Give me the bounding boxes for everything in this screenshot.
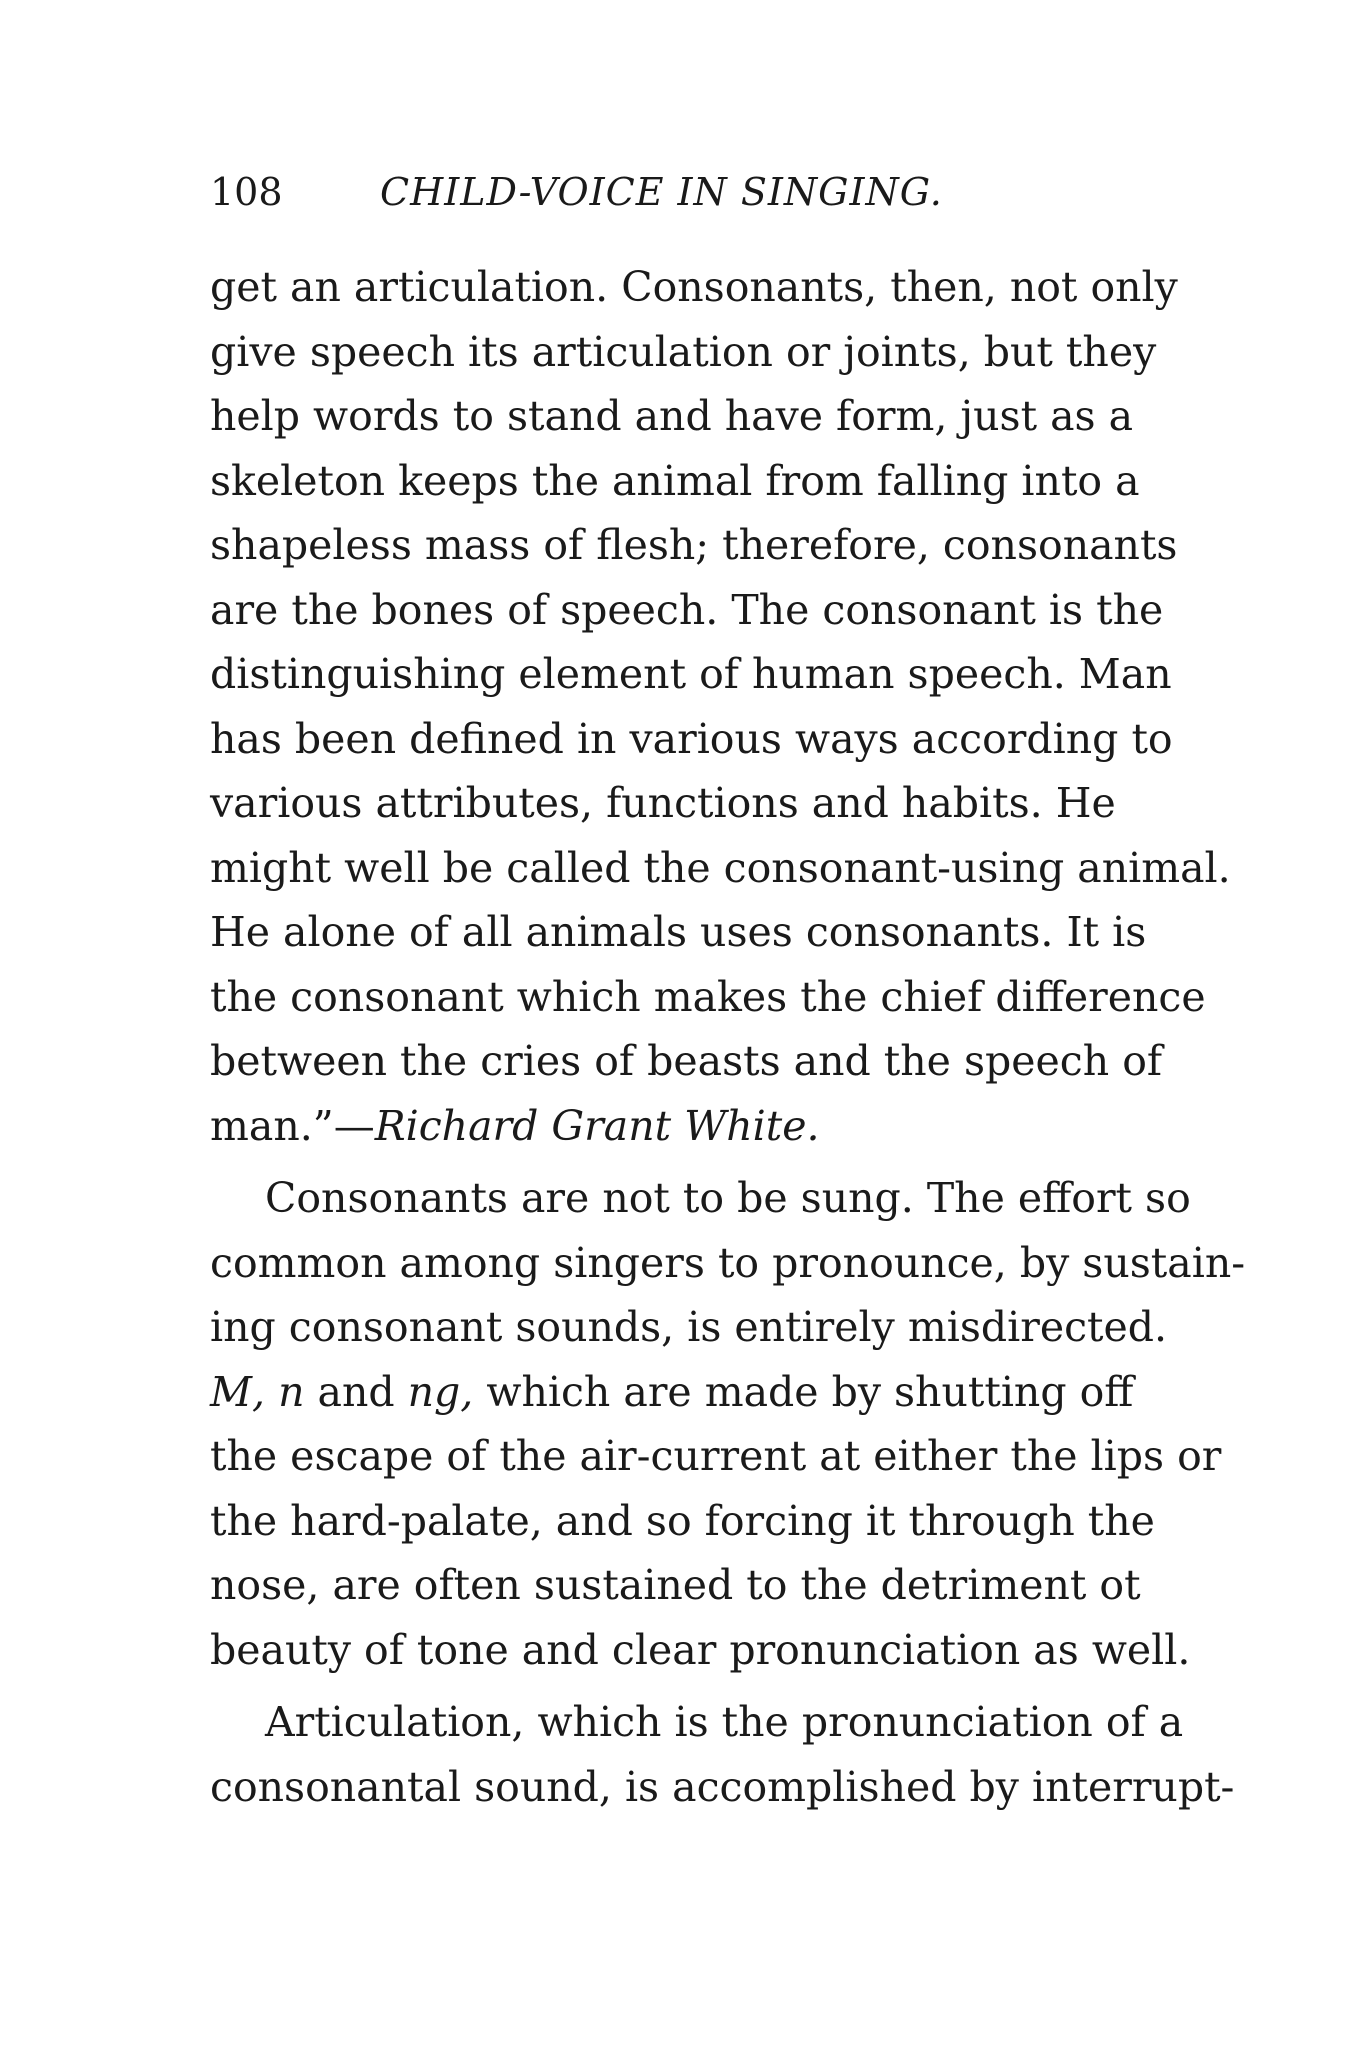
text-line: beauty of tone and clear pronunciation as well. [210,1625,1191,1674]
text-line: shapeless mass of flesh; therefore, consonants [210,521,1178,569]
running-title: CHILD-VOICE IN SINGING. [380,170,943,214]
text-line: ing consonant sounds, is entirely misdirected. [210,1303,1168,1351]
paragraph-2 [210,1166,1246,1682]
quote-end: man.”— [210,1101,375,1150]
text-line-mixed [210,1360,1134,1425]
text-line: Articulation, which is the pronunciation of a [265,1698,1184,1746]
text-line: the escape of the air-current at either the lips or [210,1432,1222,1480]
text-line: the hard-palate, and so forcing it through the [210,1496,1155,1545]
text-line: consonantal sound, is accomplished by interrupt- [210,1762,1235,1811]
text-line: common among singers to pronounce, by sustain- [210,1238,1246,1287]
letter-n: n [278,1367,305,1416]
body-text [210,255,1246,1819]
page-number: 108 [210,170,283,214]
text-line: might well be called the consonant-using animal. [210,843,1231,892]
letter-m: M, [210,1367,266,1416]
text-line: skeleton keeps the animal from falling into a [210,456,1140,505]
quote-attribution: Richard Grant White. [374,1101,820,1150]
word-and: and [304,1367,408,1416]
text-line: give speech its articulation or joints, but they [210,327,1157,376]
text-line: distinguishing element of human speech. Man [210,650,1172,698]
text-line: help words to stand and have form, just as a [210,392,1134,440]
text-line: He alone of all animals uses consonants. It is [210,908,1147,956]
text-line: get an articulation. Consonants, then, not only [210,263,1178,311]
line-rest: which are made by shutting off [473,1367,1134,1416]
text-line: has been defined in various ways according to [210,714,1173,763]
attribution-line [210,1094,1115,1159]
text-line: are the bones of speech. The consonant is the [210,585,1164,634]
text-line: nose, are often sustained to the detriment ot [210,1561,1141,1609]
text-line: between the cries of beasts and the speech of [210,1037,1163,1085]
text-line: Consonants are not to be sung. The effort so [265,1174,1191,1222]
text-line: various attributes, functions and habits. He [210,779,1116,827]
paragraph-3 [210,1690,1235,1819]
paragraph-1 [210,255,1231,1158]
text-line: the consonant which makes the chief difference [210,972,1206,1021]
letters-ng: ng, [407,1367,474,1416]
